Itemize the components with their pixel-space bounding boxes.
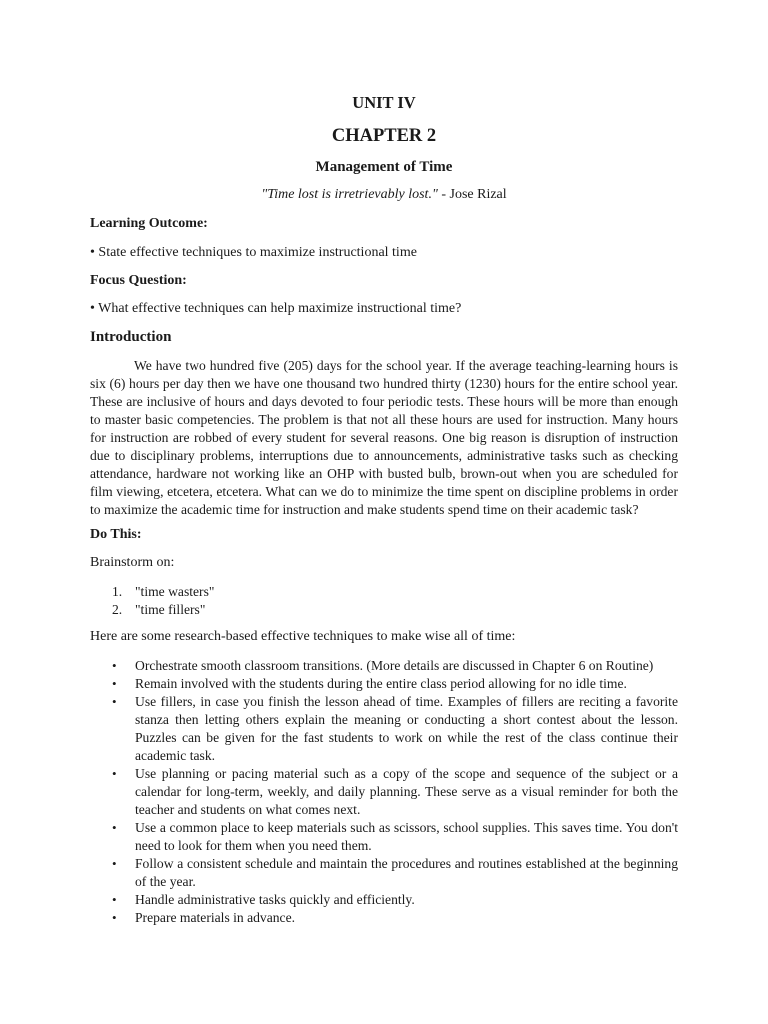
unit-heading: UNIT IV — [352, 93, 416, 112]
technique-text: Follow a consistent schedule and maintain the procedures and routines established at the beginning of the year. — [135, 856, 678, 889]
technique-text: Use planning or pacing material such as a copy of the scope and sequence of the subject or a calendar for long-term, weekly, and daily planning. These serve as a visual reminder for both the teacher and students on what comes next. — [135, 766, 678, 817]
technique-item — [90, 891, 678, 909]
bullet-icon: • — [112, 820, 117, 835]
technique-item — [90, 909, 678, 927]
technique-item — [90, 675, 678, 693]
introduction-heading: Introduction — [90, 329, 172, 345]
chapter-title: Management of Time — [315, 159, 453, 175]
technique-text: Use a common place to keep materials such as scissors, school supplies. This saves time. You don't need to look for them when you need them. — [135, 820, 678, 853]
bullet-icon: • — [112, 658, 117, 673]
brainstorm-item — [90, 601, 678, 619]
technique-text: Orchestrate smooth classroom transitions. (More details are discussed in Chapter 6 on Routine) — [135, 658, 654, 673]
technique-text: Use fillers, in case you finish the lesson ahead of time. Examples of fillers are reciting a favorite stanza then letting others explain the meaning or conducting a short contest about the lesson. Puzzles can be given for the fast students to work on while the rest of the class continue their academic task. — [135, 694, 678, 763]
brainstorm-item — [90, 583, 678, 601]
learning-outcome-heading: Learning Outcome: — [90, 216, 208, 231]
technique-item — [90, 819, 678, 855]
epigraph-quote: "Time lost is irretrievably lost." — [261, 187, 438, 202]
chapter-heading: CHAPTER 2 — [331, 126, 437, 146]
bullet-icon: • — [112, 676, 117, 691]
technique-item — [90, 657, 678, 675]
epigraph-author: - Jose Rizal — [437, 187, 507, 202]
bullet-icon: • — [112, 892, 117, 907]
learning-outcome-item: • State effective techniques to maximize instructional time — [90, 245, 417, 260]
technique-item — [90, 855, 678, 891]
bullet-icon: • — [112, 766, 117, 781]
do-this-heading: Do This: — [90, 527, 142, 542]
bullet-icon: • — [112, 856, 117, 871]
technique-item — [90, 765, 678, 819]
bullet-icon: • — [112, 694, 117, 709]
list-number: 2. — [112, 602, 123, 617]
list-number: 1. — [112, 584, 123, 599]
brainstorm-prompt: Brainstorm on: — [90, 555, 175, 570]
list-text: "time fillers" — [135, 602, 206, 617]
technique-text: Handle administrative tasks quickly and efficiently. — [135, 892, 415, 907]
technique-text: Prepare materials in advance. — [135, 910, 296, 925]
technique-text: Remain involved with the students during the entire class period allowing for no idle time. — [135, 676, 627, 691]
introduction-body: We have two hundred five (205) days for the school year. If the average teaching-learning hours is six (6) hours per day then we have one thousand two hundred thirty (1230) hours for the entire school year. These are inclusive of hours and days devoted to four periodic tests. These hours will be more than enough to master basic competencies. The problem is that not all these hours are used for instruction. Many hours for instruction are robbed of every student for several reasons. One big reason is disruption of instruction due to disciplinary problems, interruptions due to announcements, administrative tasks such as checking attendance, hardware not working like an OHP with busted bulb, brown-out when you are scheduled for film viewing, etcetera, etcetera. What can we do to minimize the time spent on discipline problems in order to maximize the academic time for instruction and make students spend time on their academic task? — [90, 358, 678, 517]
bullet-icon: • — [112, 910, 117, 925]
technique-item — [90, 693, 678, 765]
introduction-paragraph — [90, 357, 678, 519]
focus-question-item: • What effective techniques can help maximize instructional time? — [90, 301, 462, 316]
techniques-list — [90, 657, 678, 927]
epigraph — [90, 187, 678, 203]
focus-question-heading: Focus Question: — [90, 273, 187, 288]
brainstorm-list — [90, 583, 678, 619]
list-text: "time wasters" — [135, 584, 215, 599]
techniques-intro: Here are some research-based effective techniques to make wise all of time: — [90, 629, 516, 644]
